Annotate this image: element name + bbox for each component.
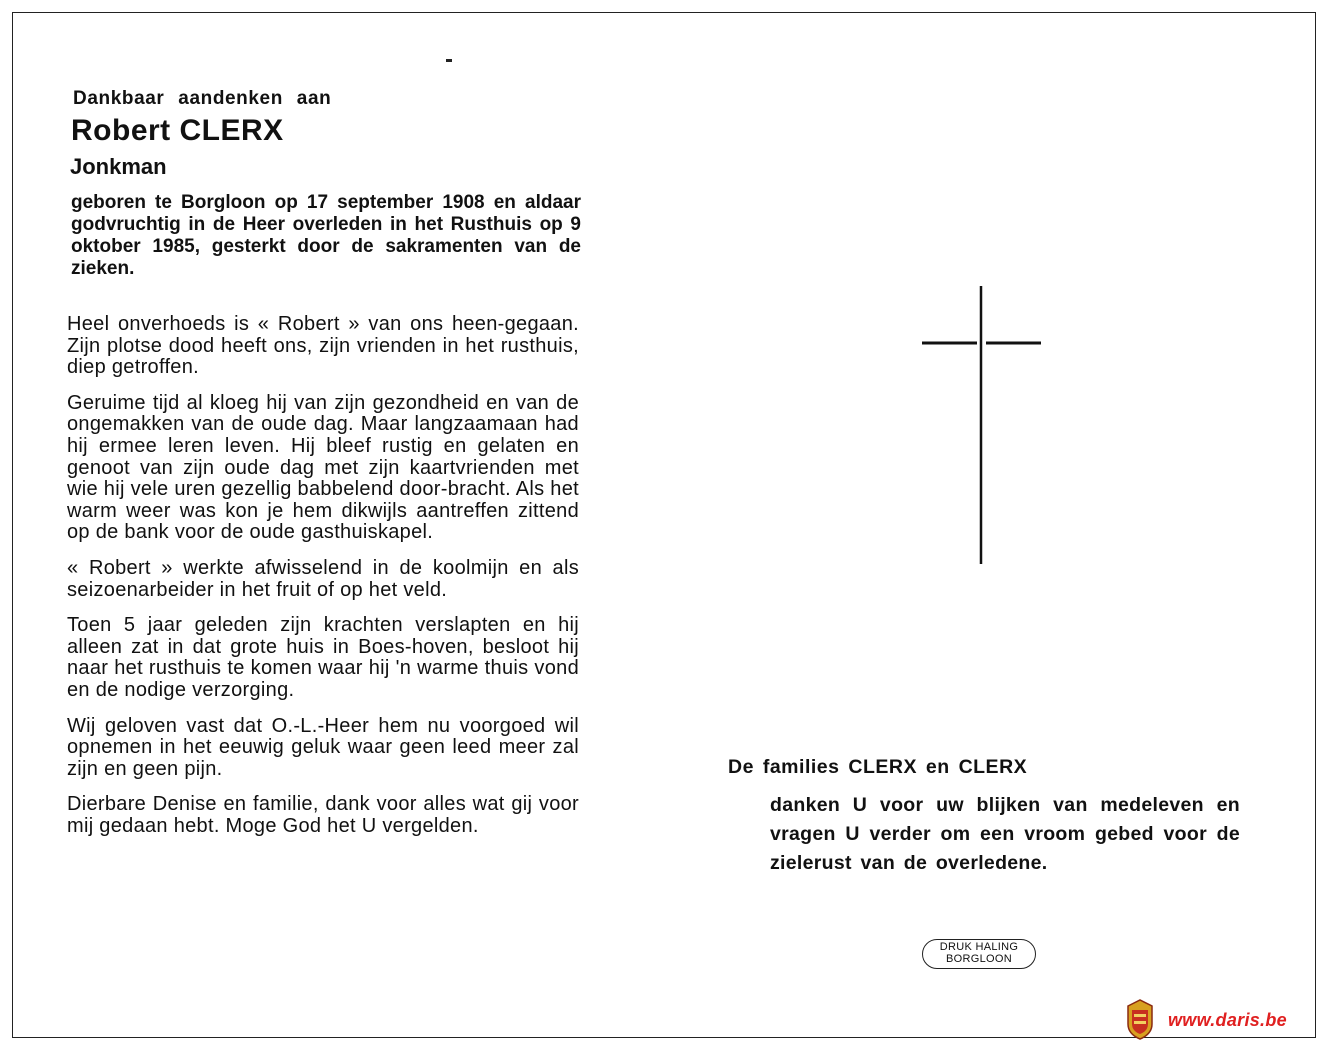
print-mark	[446, 59, 452, 62]
printer-city: BORGLOON	[946, 952, 1012, 965]
card-header: Dankbaar aandenken aan	[73, 88, 332, 109]
cross-icon	[922, 286, 1042, 566]
deceased-status: Jonkman	[70, 154, 167, 179]
printer-name: DRUK HALING	[939, 941, 1019, 953]
thanks-block	[728, 756, 1248, 878]
memorial-paragraph: Geruime tijd al kloeg hij van zijn gezondheid en van de ongemakken van de oude dag. Maar langzaamaan had hij ermee leren leven. Hij bleef rustig en gelaten en genoot van zijn oude dag met zijn kaartvrienden met wie hij vele uren gezellig babbelend door-bracht. Als het warm weer was kon je hem dikwijls aantreffen zittend op de bank voor de oude gasthuiskapel.	[67, 391, 579, 544]
families-line: De families CLERX en CLERX	[728, 756, 1028, 778]
crest-icon	[1124, 998, 1156, 1040]
deceased-name: Robert CLERX	[71, 114, 284, 147]
memorial-paragraph: Toen 5 jaar geleden zijn krachten verslapten en hij alleen zat in dat grote huis in Boes-hoven, besloot hij naar het rusthuis te komen waar hij 'n warme thuis vond en de nodige verzorging.	[67, 614, 579, 701]
memorial-paragraph: Dierbare Denise en familie, dank voor alles wat gij voor mij gedaan hebt. Moge God het U vergelden.	[67, 793, 579, 837]
website-link[interactable]: www.daris.be	[1168, 1010, 1287, 1030]
memorial-paragraph: « Robert » werkte afwisselend in de koolmijn en als seizoenarbeider in het fruit of op het veld.	[67, 556, 579, 601]
left-panel	[67, 88, 583, 837]
thanks-text: danken U voor uw blijken van medeleven en vragen U verder om een vroom gebed voor de zielerust van de overledene.	[770, 794, 1240, 874]
memorial-paragraph: Heel onverhoeds is « Robert » van ons heen-gegaan. Zijn plotse dood heeft ons, zijn vrienden in het rusthuis, diep getroffen.	[67, 313, 579, 379]
printer-badge	[922, 939, 1036, 969]
memorial-paragraph: Wij geloven vast dat O.-L.-Heer hem nu voorgoed wil opnemen in het eeuwig geluk waar geen leed meer zal zijn en geen pijn.	[67, 714, 579, 780]
birth-death-text: geboren te Borgloon op 17 september 1908 en aldaar godvruchtig in de Heer overleden in het Rusthuis op 9 oktober 1985, gesterkt door de sakramenten van de zieken.	[71, 192, 581, 279]
